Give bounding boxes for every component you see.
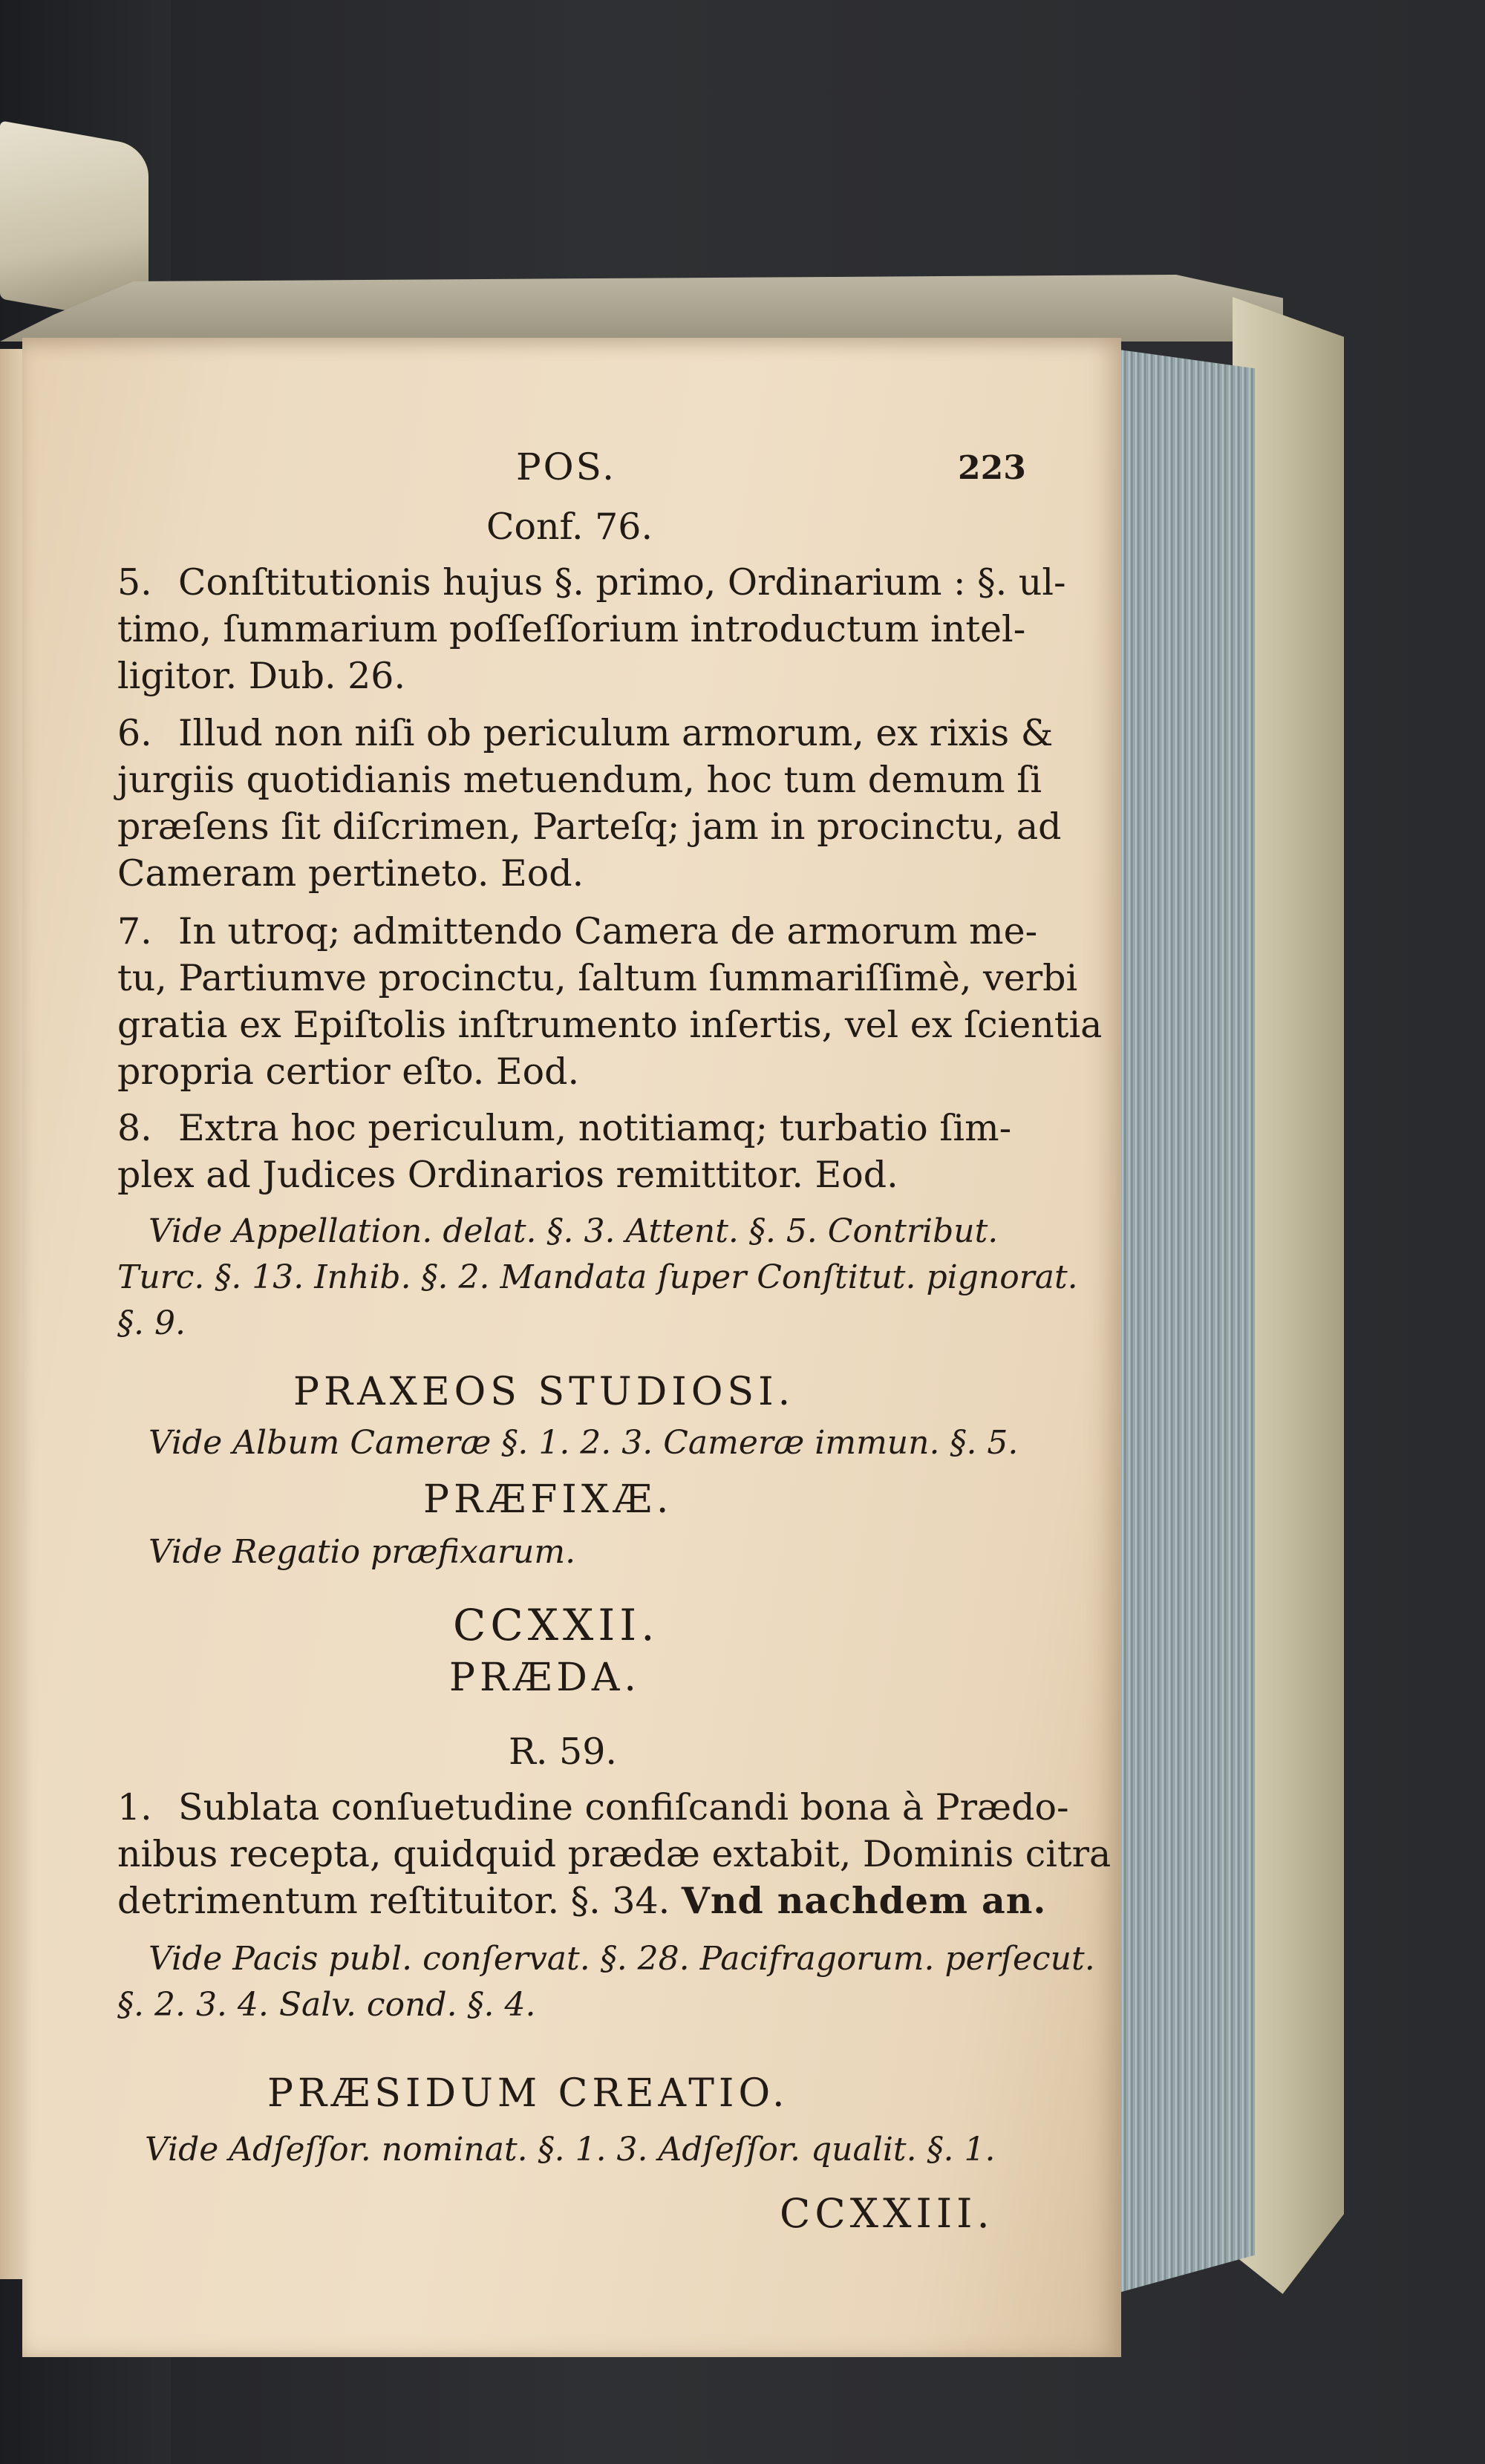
catchword: CCXXIII. [780, 2190, 994, 2237]
blackletter-phrase: Vnd nachdem an. [681, 1879, 1047, 1922]
praeda-vide-line-2: §. 2. 3. 4. Salv. cond. §. 4. [117, 1986, 536, 2024]
entry-7-line-3: gratia ex Epiſtolis inſtrumento inſertis, vel ex ſcientia [117, 1004, 1103, 1046]
section-number: CCXXII. [453, 1600, 659, 1650]
sub-header: Conf. 76. [486, 506, 653, 548]
praeda-line-3: detrimentum reſtituitor. §. 34. Vnd nachdem an. [117, 1879, 1047, 1922]
praxeos-vide: Vide Album Cameræ §. 1. 2. 3. Cameræ immun. §. 5. [148, 1424, 1019, 1462]
entry-8-line-1: 8. Extra hoc periculum, notitiamq; turbatio ſim- [117, 1107, 1012, 1149]
praeda-line-1: 1. Sublata conſuetudine confiſcandi bona à Prædo- [117, 1786, 1069, 1829]
entry-number: 1. [117, 1786, 152, 1829]
vide-line-2: Turc. §. 13. Inhib. §. 2. Mandata ſuper Conſtitut. pignorat. [117, 1258, 1078, 1296]
section-ref: R. 59. [509, 1731, 617, 1773]
entry-number: 8. [117, 1107, 152, 1149]
entry-6-line-1: 6. Illud non niſi ob periculum armorum, ex rixis & [117, 712, 1054, 754]
heading-praesidum: PRÆSIDUM CREATIO. [267, 2071, 789, 2116]
entry-7-line-1: 7. In utroq; admittendo Camera de armorum me- [117, 910, 1038, 952]
entry-7-line-2: tu, Partiumve procinctu, ſaltum ſummariſſimè, verbi [117, 957, 1078, 999]
praeda-vide-line-1: Vide Pacis publ. conſervat. §. 28. Pacifragorum. perſecut. [148, 1940, 1095, 1978]
entry-8-line-2: plex ad Judices Ordinarios remittitor. Eod. [117, 1154, 898, 1196]
entry-6-line-3: præſens ſit diſcrimen, Parteſq; jam in procinctu, ad [117, 805, 1062, 848]
entry-5-line-1: 5. Conſtitutionis hujus §. primo, Ordinarium : §. ul- [117, 561, 1066, 604]
running-head: POS. [516, 445, 616, 488]
entry-number: 5. [117, 561, 152, 604]
section-title: PRÆDA. [449, 1656, 641, 1700]
heading-praefixae: PRÆFIXÆ. [423, 1477, 673, 1522]
book-page [22, 338, 1121, 2357]
page-number: 223 [958, 449, 1026, 487]
entry-5-line-3: ligitor. Dub. 26. [117, 655, 406, 697]
page-edges [1114, 349, 1255, 2294]
book-cover-top [0, 275, 1336, 342]
praeda-line-2: nibus recepta, quidquid prædæ extabit, Dominis citra [117, 1833, 1112, 1875]
entry-7-line-4: propria certior eſto. Eod. [117, 1050, 580, 1093]
vide-line-3: §. 9. [117, 1304, 186, 1342]
entry-number: 7. [117, 910, 152, 952]
vide-line-1: Vide Appellation. delat. §. 3. Attent. §. 5. Contribut. [148, 1212, 999, 1250]
entry-6-line-2: jurgiis quotidianis metuendum, hoc tum demum ſi [117, 759, 1042, 801]
entry-6-line-4: Cameram pertineto. Eod. [117, 852, 584, 895]
heading-praxeos: PRAXEOS STUDIOSI. [293, 1370, 795, 1414]
praefixae-vide: Vide Regatio præfixarum. [148, 1533, 576, 1571]
entry-number: 6. [117, 712, 152, 754]
entry-5-line-2: timo, ſummarium poſſeſſorium introductum intel- [117, 608, 1026, 650]
praesidum-vide: Vide Adſeſſor. nominat. §. 1. 3. Adſeſſor. qualit. §. 1. [145, 2131, 996, 2169]
